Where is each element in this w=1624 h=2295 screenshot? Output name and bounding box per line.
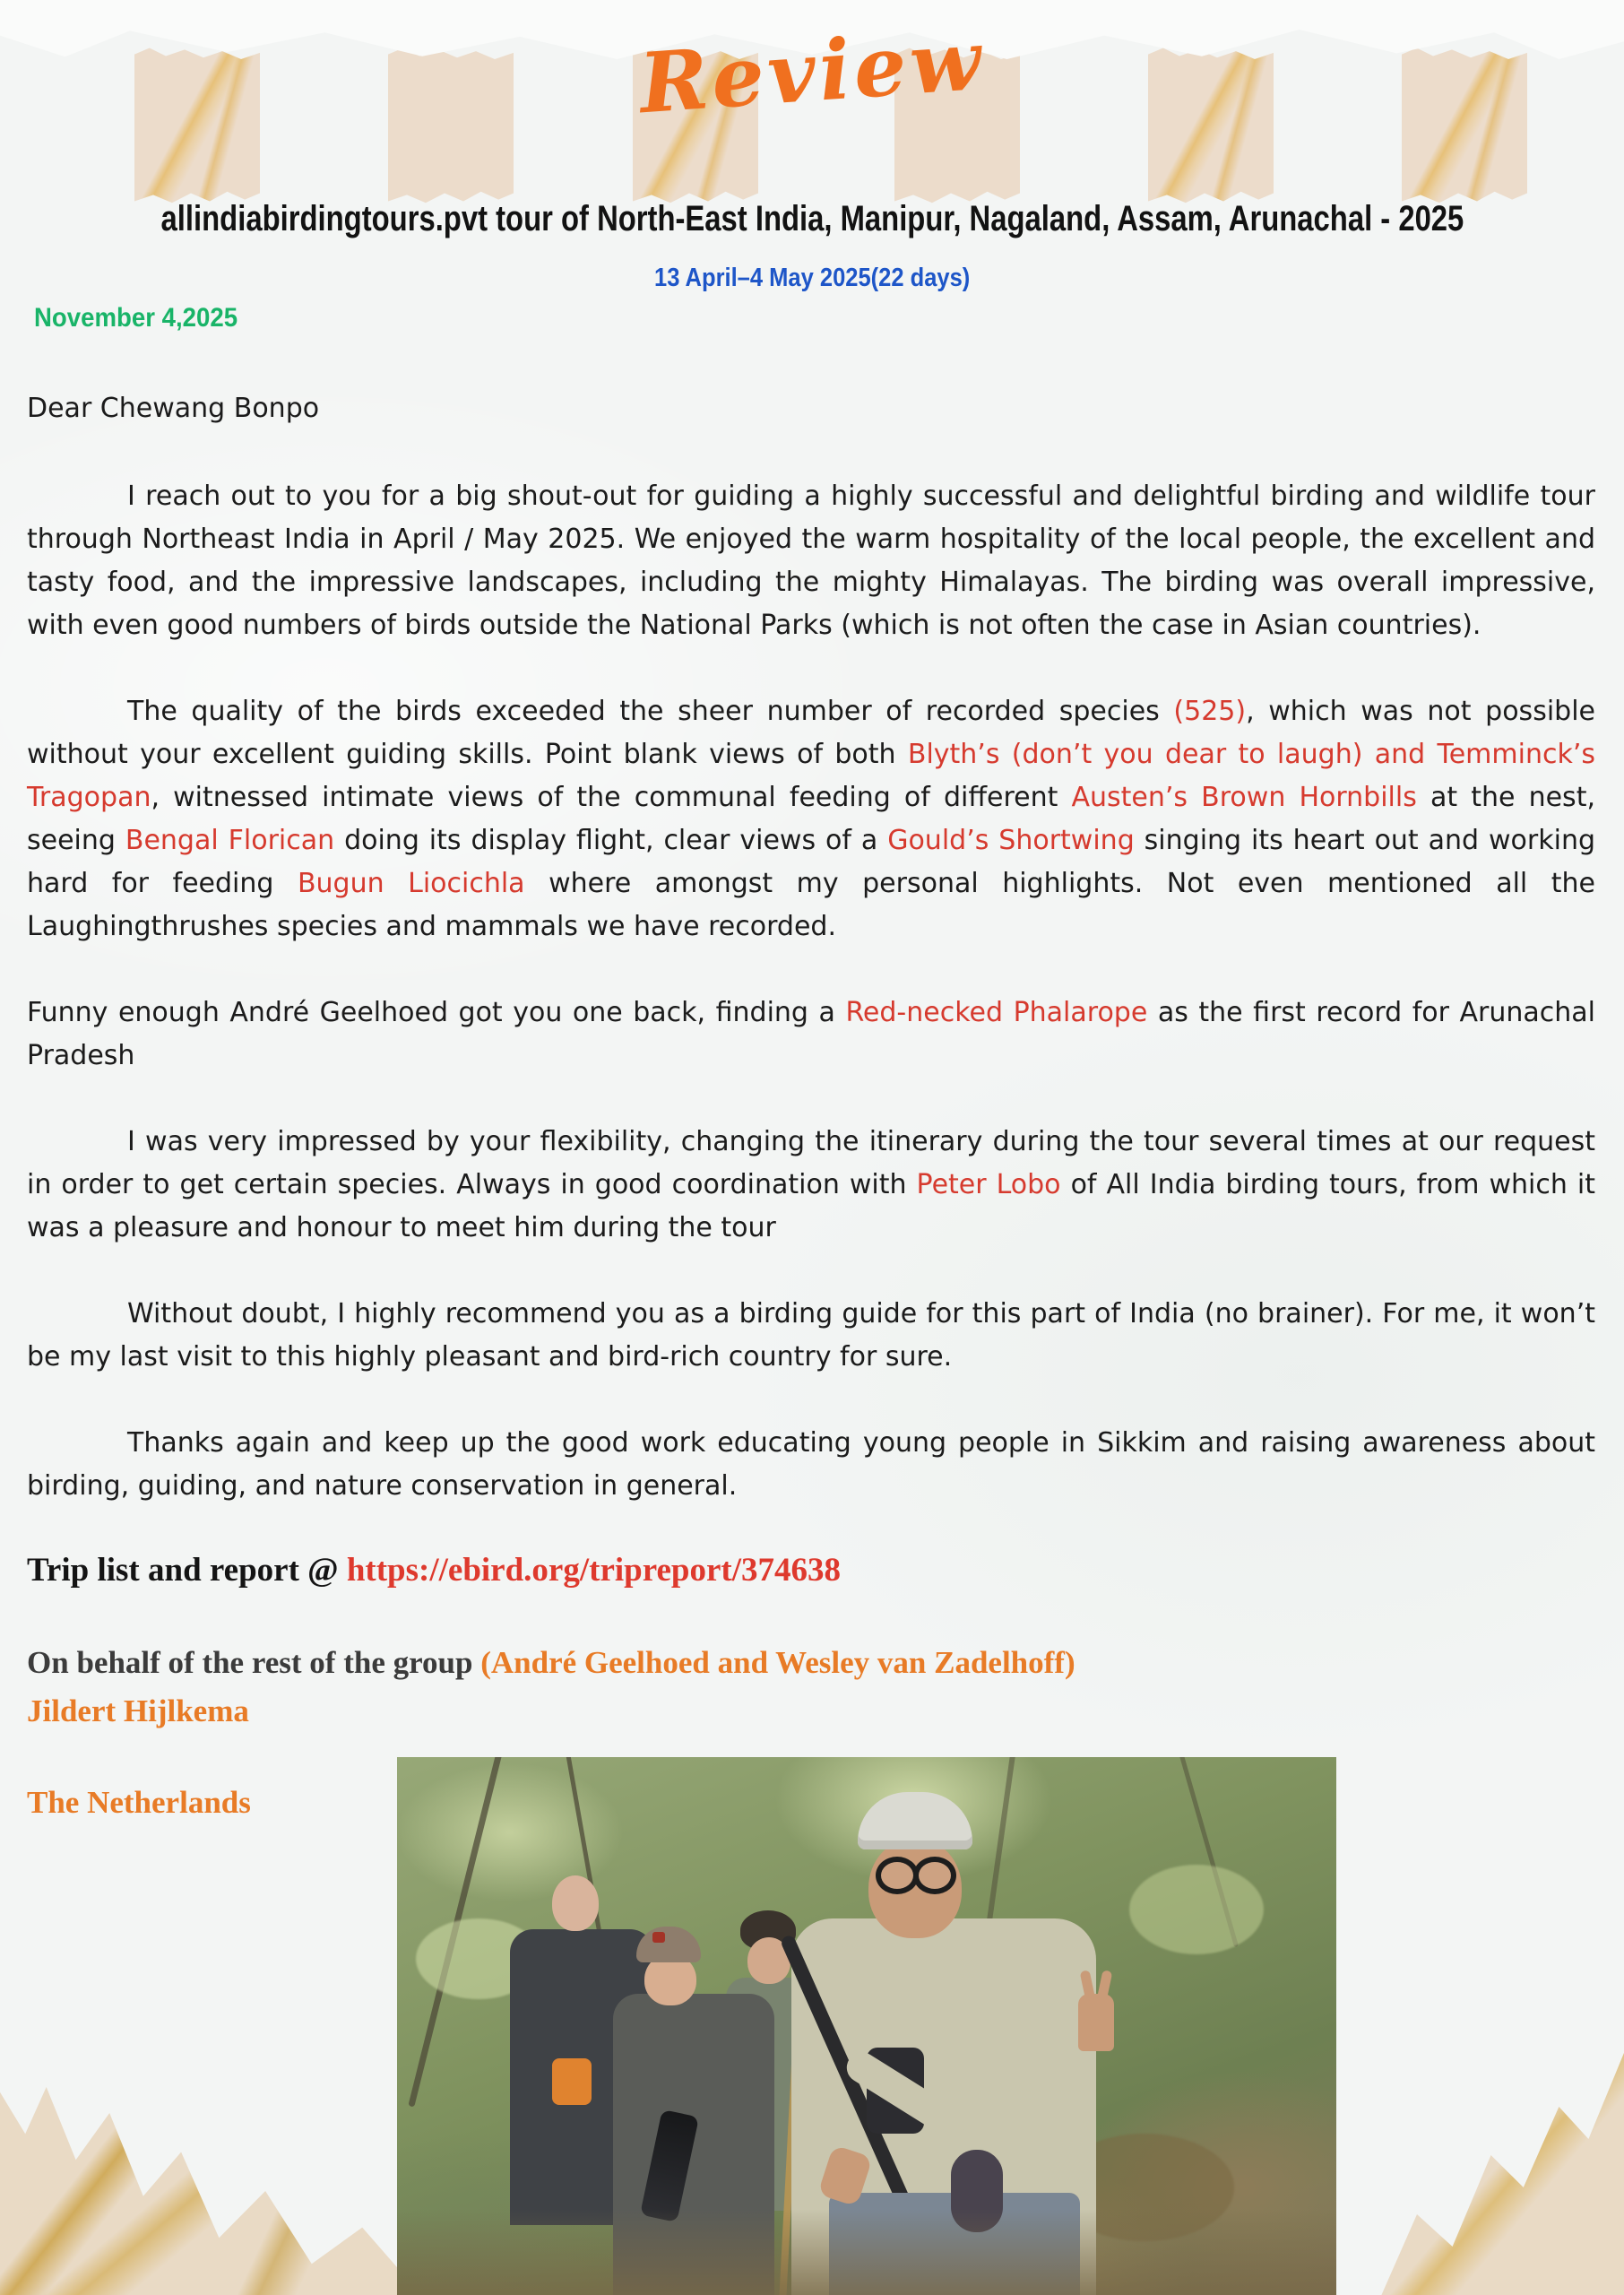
torn-paper-bottom-left (0, 2035, 421, 2295)
text-run: , witnessed intimate views of the communal feeding of different (151, 782, 1072, 813)
species-highlight: (525) (1173, 696, 1247, 727)
orange-binoculars (552, 2058, 592, 2105)
letter-paragraphs (27, 475, 1595, 1508)
text-run: I reach out to you for a big shout-out for guiding a highly successful and delightful birding and wildlife tour through Northeast India in April / May 2025. We enjoyed the warm hospitality of the local people, the excellent and tasty food, and the impressive landscapes, including the mighty Himalayas. The birding was overall impressive, with even good numbers of birds outside the National Parks (which is not often the case in Asian countries). (27, 481, 1595, 641)
species-highlight: Peter Lobo (916, 1169, 1061, 1200)
text-run: singing its heart out and working hard for feeding (27, 825, 1595, 899)
foliage-patch (1129, 1865, 1264, 1954)
group-names: (André Geelhoed and Wesley van Zadelhoff) (480, 1645, 1075, 1680)
tan-cap (636, 1927, 701, 1962)
text-run: as the first record for Arunachal Pradesh (27, 997, 1595, 1071)
trip-report-line (27, 1551, 1595, 1589)
text-run: The quality of the birds exceeded the sheer number of recorded species (127, 696, 1174, 727)
paragraph (27, 1422, 1595, 1508)
text-run: at the nest, seeing (27, 782, 1595, 856)
species-highlight: Austen’s Brown Hornbills (1071, 782, 1417, 813)
page-title: allindiabirdingtours.pvt tour of North-East India, Manipur, Nagaland, Assam, Arunachal - 2025 (160, 199, 1464, 238)
trip-report-label: Trip list and report @ (27, 1552, 347, 1589)
paragraph (27, 690, 1595, 948)
peace-sign-hand (1078, 1994, 1114, 2051)
letter-date: November 4,2025 (34, 303, 238, 333)
text-run: Thanks again and keep up the good work educating young people in Sikkim and raising awareness about birding, guiding, and nature conservation in general. (27, 1427, 1595, 1502)
review-script-heading: Review (636, 11, 988, 133)
paragraph (27, 475, 1595, 647)
text-run: Funny enough André Geelhoed got you one back, finding a (27, 997, 846, 1028)
paragraph (27, 992, 1595, 1078)
grey-cap (858, 1792, 972, 1849)
text-run: doing its display flight, clear views of a (334, 825, 888, 856)
text-run: where amongst my personal highlights. Not even mentioned all the Laughingthrushes species and mammals we have recorded. (27, 868, 1595, 942)
birder-left-head (552, 1875, 599, 1931)
tour-dates: 13 April–4 May 2025(22 days) (653, 264, 971, 292)
on-behalf-prefix: On behalf of the rest of the group (27, 1645, 481, 1680)
on-behalf-line (27, 1645, 1595, 1681)
species-highlight: Gould’s Shortwing (887, 825, 1135, 856)
signature-country: The Netherlands (27, 1785, 251, 1820)
paragraph (27, 1293, 1595, 1379)
letter-body (27, 387, 1595, 1821)
text-run: , which was not possible without your excellent guiding skills. Point blank views of both (27, 696, 1595, 770)
torn-paper-bottom-right (1328, 2026, 1624, 2295)
text-run: I was very impressed by your flexibility, changing the itinerary during the tour several times at our request in order to get certain species. Always in good coordination with (27, 1126, 1595, 1200)
signature-name: Jildert Hijlkema (27, 1693, 249, 1728)
trip-report-link[interactable]: https://ebird.org/tripreport/374638 (346, 1552, 842, 1589)
text-run: Without doubt, I highly recommend you as a birding guide for this part of India (no brainer). For me, it won’t be my last visit to this highly pleasant and bird-rich country for sure. (27, 1298, 1595, 1373)
species-highlight: Bengal Florican (125, 825, 335, 856)
salutation: Dear Chewang Bonpo (27, 393, 320, 424)
species-highlight: Bugun Liocichla (297, 868, 525, 899)
glasses-icon (874, 1857, 958, 1884)
text-run: of All India birding tours, from which it was a pleasure and honour to meet him during the tour (27, 1169, 1596, 1243)
group-photo (397, 1757, 1336, 2295)
species-highlight: Red-necked Phalarope (845, 997, 1148, 1028)
species-highlight: Blyth’s (don’t you dear to laugh) and Temminck’s Tragopan (27, 739, 1596, 813)
paragraph (27, 1121, 1595, 1250)
trail-ground (397, 2209, 1336, 2295)
